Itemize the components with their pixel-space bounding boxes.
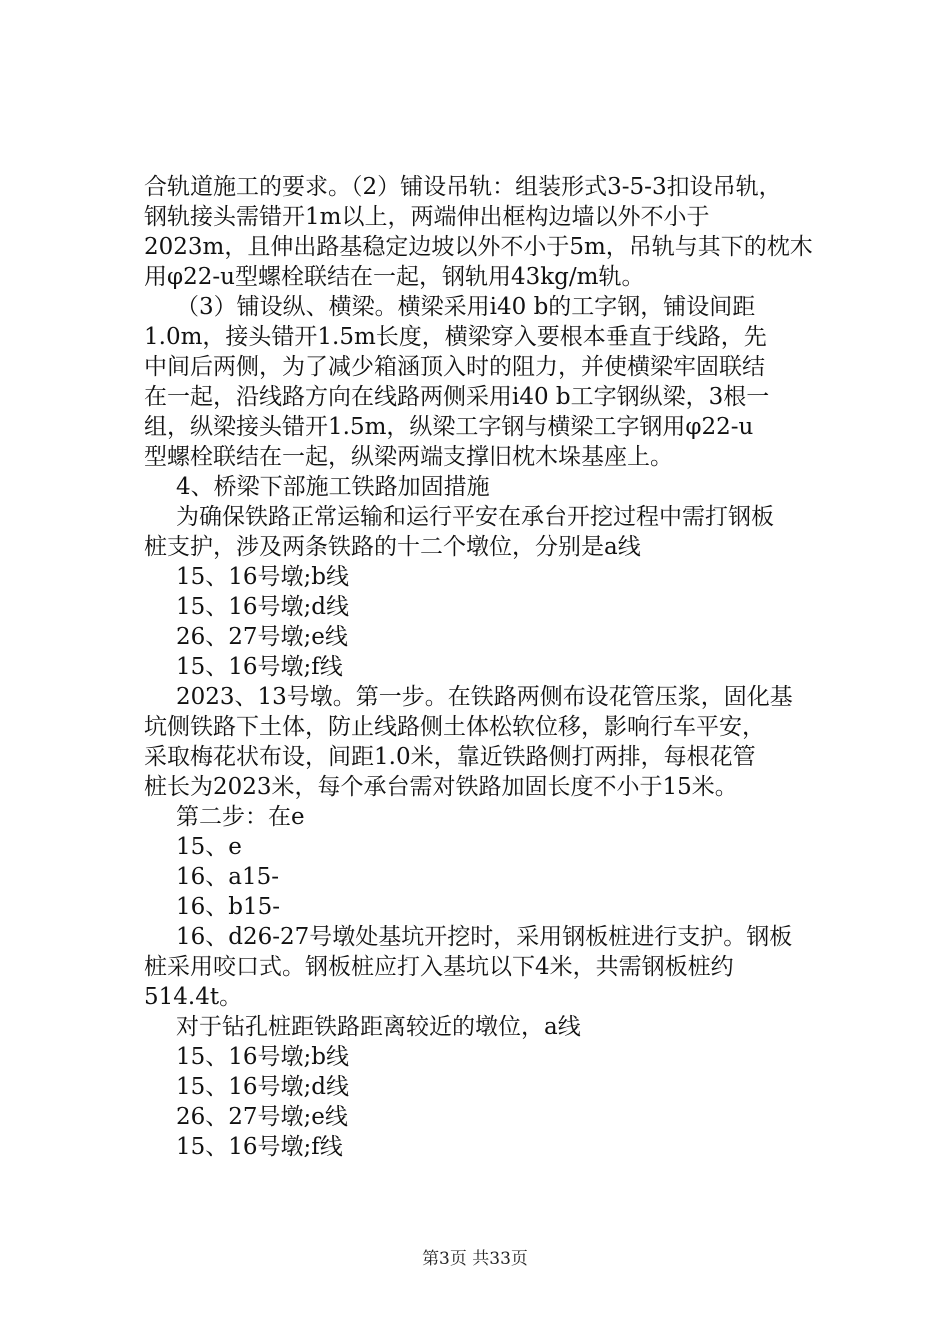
text-line: 在一起，沿线路方向在线路两侧采用i40 b工字钢纵梁，3根一	[144, 384, 770, 410]
text-line: 15、16号墩;d线	[176, 594, 350, 620]
text-line: 2023、13号墩。第一步。在铁路两侧布设花管压浆，固化基	[176, 684, 793, 710]
text-line: 坑侧铁路下土体，防止线路侧土体松软位移，影响行车平安，	[144, 714, 765, 740]
document-body	[144, 172, 834, 1162]
text-line: 15、16号墩;d线	[176, 1074, 350, 1100]
text-line: 15、e	[176, 834, 242, 860]
text-line: 用φ22-u型螺栓联结在一起，钢轨用43kg/m轨。	[144, 264, 645, 290]
text-line: 合轨道施工的要求。（2）铺设吊轨：组装形式3-5-3扣设吊轨，	[144, 174, 782, 200]
text-line: 采取梅花状布设，间距1.0米，靠近铁路侧打两排，每根花管	[144, 744, 756, 770]
text-line: 桩支护，涉及两条铁路的十二个墩位，分别是a线	[144, 534, 641, 560]
text-line: 16、b15-	[176, 894, 281, 920]
text-line: 对于钻孔桩距铁路距离较近的墩位，a线	[176, 1014, 581, 1040]
text-line: 15、16号墩;b线	[176, 564, 350, 590]
text-line: 15、16号墩;b线	[176, 1044, 350, 1070]
text-line: 15、16号墩;f线	[176, 654, 343, 680]
text-line: 15、16号墩;f线	[176, 1134, 343, 1160]
text-line: 26、27号墩;e线	[176, 624, 348, 650]
text-line: 514.4t。	[144, 984, 243, 1010]
text-line: 为确保铁路正常运输和运行平安在承台开挖过程中需打钢板	[176, 504, 774, 530]
text-line: 钢轨接头需错开1m以上，两端伸出框构边墙以外不小于	[144, 204, 710, 230]
text-line: 16、a15-	[176, 864, 280, 890]
text-line: 第二步：在e	[176, 804, 305, 830]
text-line: 组，纵梁接头错开1.5m，纵梁工字钢与横梁工字钢用φ22-u	[144, 414, 754, 440]
text-line: 16、d26-27号墩处基坑开挖时，采用钢板桩进行支护。钢板	[176, 924, 793, 950]
text-line: 26、27号墩;e线	[176, 1104, 348, 1130]
text-line: 中间后两侧，为了减少箱涵顶入时的阻力，并使横梁牢固联结	[144, 354, 765, 380]
text-line: 型螺栓联结在一起，纵梁两端支撑旧枕木垛基座上。	[144, 444, 673, 470]
text-line: 桩长为2023米，每个承台需对铁路加固长度不小于15米。	[144, 774, 738, 800]
text-line: 4、桥梁下部施工铁路加固措施	[176, 474, 490, 500]
text-line: 1.0m，接头错开1.5m长度，横梁穿入要根本垂直于线路，先	[144, 324, 767, 350]
text-line: 2023m，且伸出路基稳定边坡以外不小于5m，吊轨与其下的枕木	[144, 234, 813, 260]
page-footer: 第3页 共33页	[422, 1249, 528, 1269]
text-line: （3）铺设纵、横梁。横梁采用i40 b的工字钢，铺设间距	[176, 294, 756, 320]
text-line: 桩采用咬口式。钢板桩应打入基坑以下4米，共需钢板桩约	[144, 954, 734, 980]
